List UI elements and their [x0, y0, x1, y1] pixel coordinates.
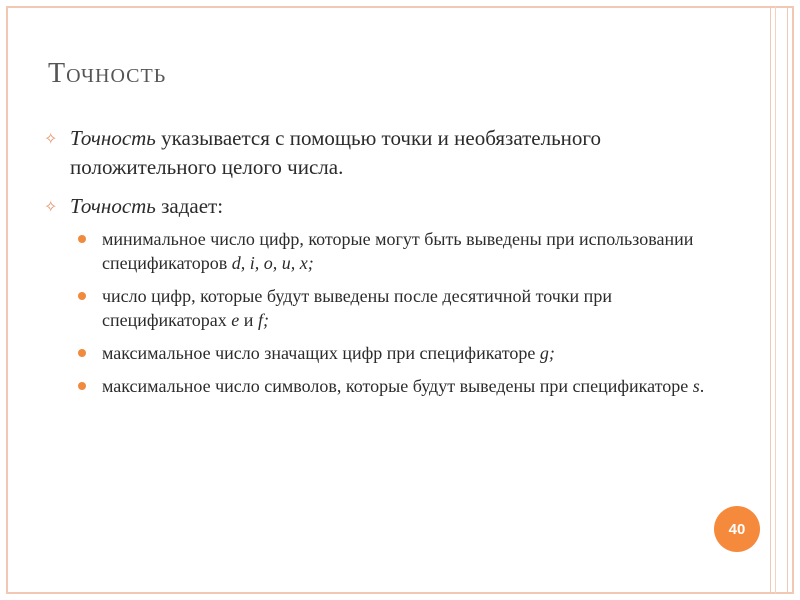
- sparkle-bullet-icon: ✧: [44, 131, 58, 148]
- slide-frame-right-line: [775, 6, 776, 594]
- slide-title: Точность: [48, 58, 167, 89]
- sub-bullet-italic: s: [692, 376, 700, 396]
- sub-bullet-text-2: .: [699, 376, 705, 396]
- sub-bullet-text: максимальное число символов, которые будут выведены при спецификаторе: [102, 376, 693, 396]
- sub-bullet-text: минимальное число цифр, которые могут быть выведены при использовании спецификаторов: [102, 229, 694, 273]
- dot-bullet-icon: [78, 349, 86, 357]
- dot-bullet-icon: [78, 292, 86, 300]
- sparkle-bullet-icon: ✧: [44, 199, 58, 216]
- dot-bullet-icon: [78, 235, 86, 243]
- bullet-item: [44, 192, 724, 221]
- sub-bullet-item: [44, 227, 724, 275]
- sub-bullet-item: [44, 341, 724, 365]
- page-number-badge: 40: [714, 506, 760, 552]
- bullet-lead: Точность: [70, 126, 156, 150]
- sub-bullet-italic: g;: [539, 343, 555, 363]
- sub-bullet-text: максимальное число значащих цифр при спецификаторе: [102, 343, 540, 363]
- bullet-text: задает:: [155, 194, 224, 218]
- bullet-lead: Точность: [70, 194, 156, 218]
- sub-bullet-italic-2: f;: [257, 310, 269, 330]
- sub-bullet-italic: d, i, o, u, x;: [231, 253, 314, 273]
- sub-bullet-text: число цифр, которые будут выведены после десятичной точки при спецификаторах: [102, 286, 612, 330]
- sub-bullet-item: [44, 374, 724, 398]
- sub-bullet-text-2: и: [239, 310, 258, 330]
- bullet-text: указывается с помощью точки и необязательного положительного целого числа.: [70, 126, 601, 179]
- sub-bullet-italic: e: [231, 310, 240, 330]
- sub-bullet-item: [44, 284, 724, 332]
- slide-frame-right-band: [770, 6, 788, 594]
- slide-content: [44, 124, 724, 407]
- dot-bullet-icon: [78, 382, 86, 390]
- bullet-item: [44, 124, 724, 182]
